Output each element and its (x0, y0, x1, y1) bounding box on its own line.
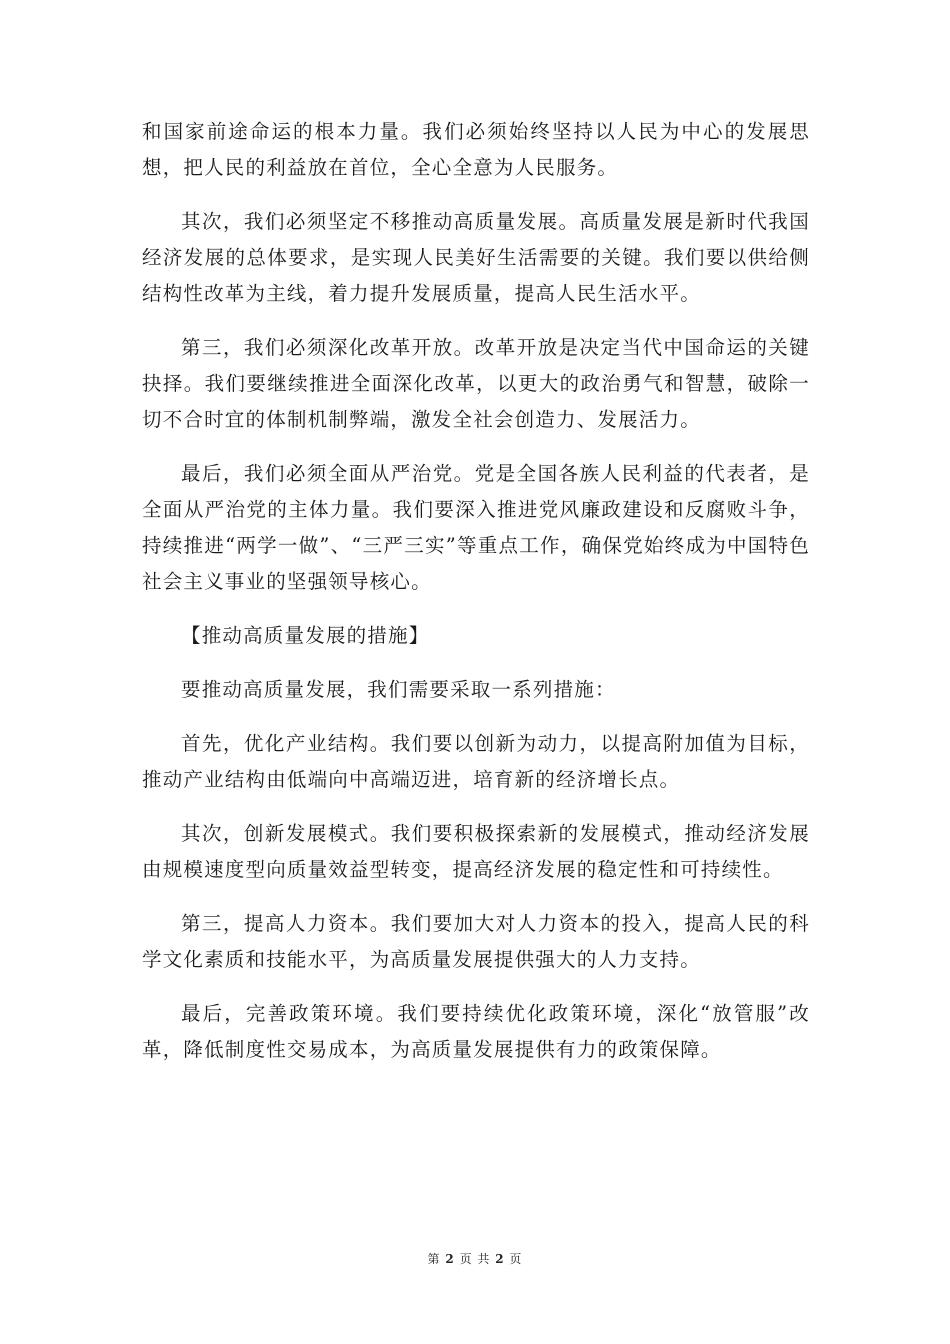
paragraph-measures-intro: 要推动高质量发展，我们需要采取一系列措施： (181, 678, 616, 701)
paragraph-measure-3: 第三，提高人力资本。我们要加大对人力资本的投入，提高人民的科学文化素质和技能水平，为高质量发展提供强大的人力支持。 (142, 912, 810, 971)
paragraph-final-point: 最后，我们必须全面从严治党。党是全国各族人民利益的代表者，是全面从严治党的主体力量。我们要深入推进党风廉政建设和反腐败斗争，持续推进“两学一做”、“三严三实”等重点工作，确保党始终成为中国特色社会主义事业的坚强领导核心。 (142, 462, 810, 593)
page-footer (0, 1250, 950, 1267)
footer-current-page: 2 (445, 1252, 455, 1266)
paragraph-second-point: 其次，我们必须坚定不移推动高质量发展。高质量发展是新时代我国经济发展的总体要求，是实现人民美好生活需要的关键。我们要以供给侧结构性改革为主线，着力提升发展质量，提高人民生活水平。 (142, 210, 810, 305)
document-body (142, 114, 810, 1086)
footer-middle: 页 共 (459, 1252, 491, 1266)
section-heading: 【推动高质量发展的措施】 (181, 624, 430, 647)
paragraph-measure-2: 其次，创新发展模式。我们要积极探索新的发展模式，推动经济发展由规模速度型向质量效益型转变，提高经济发展的稳定性和可持续性。 (142, 822, 810, 881)
footer-prefix: 第 (427, 1252, 441, 1266)
paragraph-measure-1: 首先，优化产业结构。我们要以创新为动力，以提高附加值为目标，推动产业结构由低端向中高端迈进，培育新的经济增长点。 (142, 732, 810, 791)
footer-total-pages: 2 (495, 1252, 505, 1266)
paragraph-third-point: 第三，我们必须深化改革开放。改革开放是决定当代中国命运的关键抉择。我们要继续推进全面深化改革，以更大的政治勇气和智慧，破除一切不合时宜的体制机制弊端，激发全社会创造力、发展活力。 (142, 336, 810, 431)
footer-suffix: 页 (509, 1252, 523, 1266)
paragraph-measure-4: 最后，完善政策环境。我们要持续优化政策环境，深化“放管服”改革，降低制度性交易成本，为高质量发展提供有力的政策保障。 (142, 1002, 810, 1061)
paragraph-continuation: 和国家前途命运的根本力量。我们必须始终坚持以人民为中心的发展思想，把人民的利益放在首位，全心全意为人民服务。 (142, 120, 810, 179)
